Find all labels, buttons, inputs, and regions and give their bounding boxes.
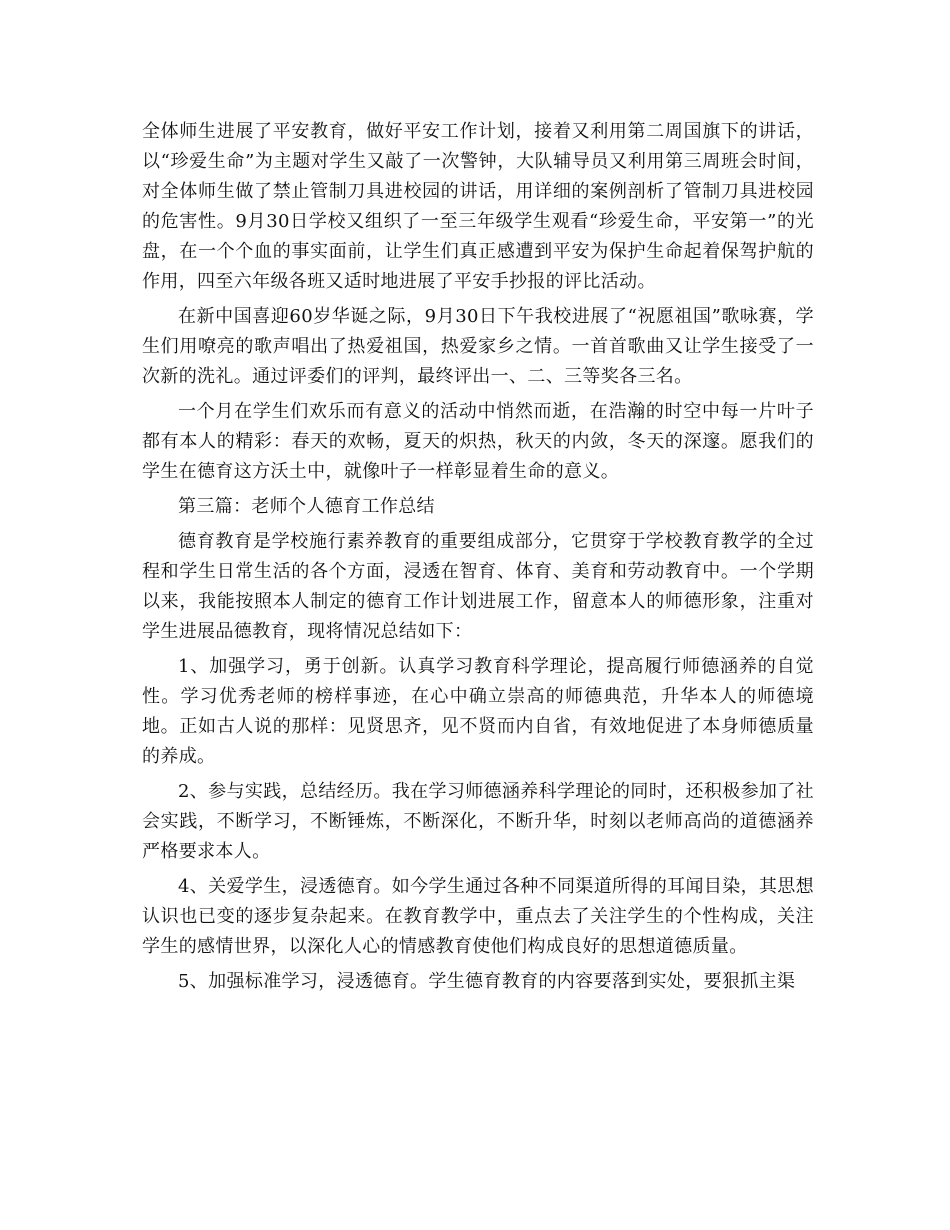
paragraph-item-2: 2、参与实践，总结经历。我在学习师德涵养科学理论的同时，还积极参加了社会实践，不断学习，不断锤炼，不断深化，不断升华，时刻以老师高尚的道德涵养严格要求本人。: [142, 781, 814, 862]
section-heading: 第三篇：老师个人德育工作总结: [178, 496, 435, 517]
paragraph-moral-education-intro: 德育教育是学校施行素养教育的重要组成部分，它贯穿于学校教育教学的全过程和学生日常生活的各个方面，浸透在智育、体育、美育和劳动教育中。一个学期以来，我能按照本人制定的德育工作计划进展工作，留意本人的师德形象，注重对学生进展品德教育，现将情况总结如下：: [142, 531, 814, 642]
paragraph-month-summary: 一个月在学生们欢乐而有意义的活动中悄然而逝，在浩瀚的时空中每一片叶子都有本人的精彩：春天的欢畅，夏天的炽热，秋天的内敛，冬天的深邃。愿我们的学生在德育这方沃土中，就像叶子一样彰显着生命的意义。: [142, 401, 814, 482]
paragraph-item-1: 1、加强学习，勇于创新。认真学习教育科学理论，提高履行师德涵养的自觉性。学习优秀老师的榜样事迹，在心中确立崇高的师德典范，升华本人的师德境地。正如古人说的那样：见贤思齐，见不贤而内自省，有效地促进了本身师德质量的养成。: [142, 656, 814, 767]
paragraph-item-4: 4、关爱学生，浸透德育。如今学生通过各种不同渠道所得的耳闻目染，其思想认识也已变的逐步复杂起来。在教育教学中，重点去了关注学生的个性构成，关注学生的感情世界，以深化人心的情感教育使他们构成良好的思想道德质量。: [142, 876, 814, 957]
paragraph-safety-education: 全体师生进展了平安教育，做好平安工作计划，接着又利用第二周国旗下的讲话，以“珍爱生命”为主题对学生又敲了一次警钟，大队辅导员又利用第三周班会时间，对全体师生做了禁止管制刀具进校园的讲话，用详细的案例剖析了管制刀具进校园的危害性。9月30日学校又组织了一至三年级学生观看“珍爱生命，平安第一”的光盘，在一个个血的事实面前，让学生们真正感遭到平安为保护生命起着保驾护航的作用，四至六年级各班又适时地进展了平安手抄报的评比活动。: [142, 121, 814, 292]
document-body: [142, 117, 814, 1002]
paragraph-singing-contest: 在新中国喜迎60岁华诞之际，9月30日下午我校进展了“祝愿祖国”歌咏赛，学生们用嘹亮的歌声唱出了热爱祖国，热爱家乡之情。一首首歌曲又让学生接受了一次新的洗礼。通过评委们的评判，最终评出一、二、三等奖各三名。: [142, 306, 814, 387]
paragraph-item-5: 5、加强标准学习，浸透德育。学生德育教育的内容要落到实处，要狠抓主渠: [178, 971, 796, 992]
